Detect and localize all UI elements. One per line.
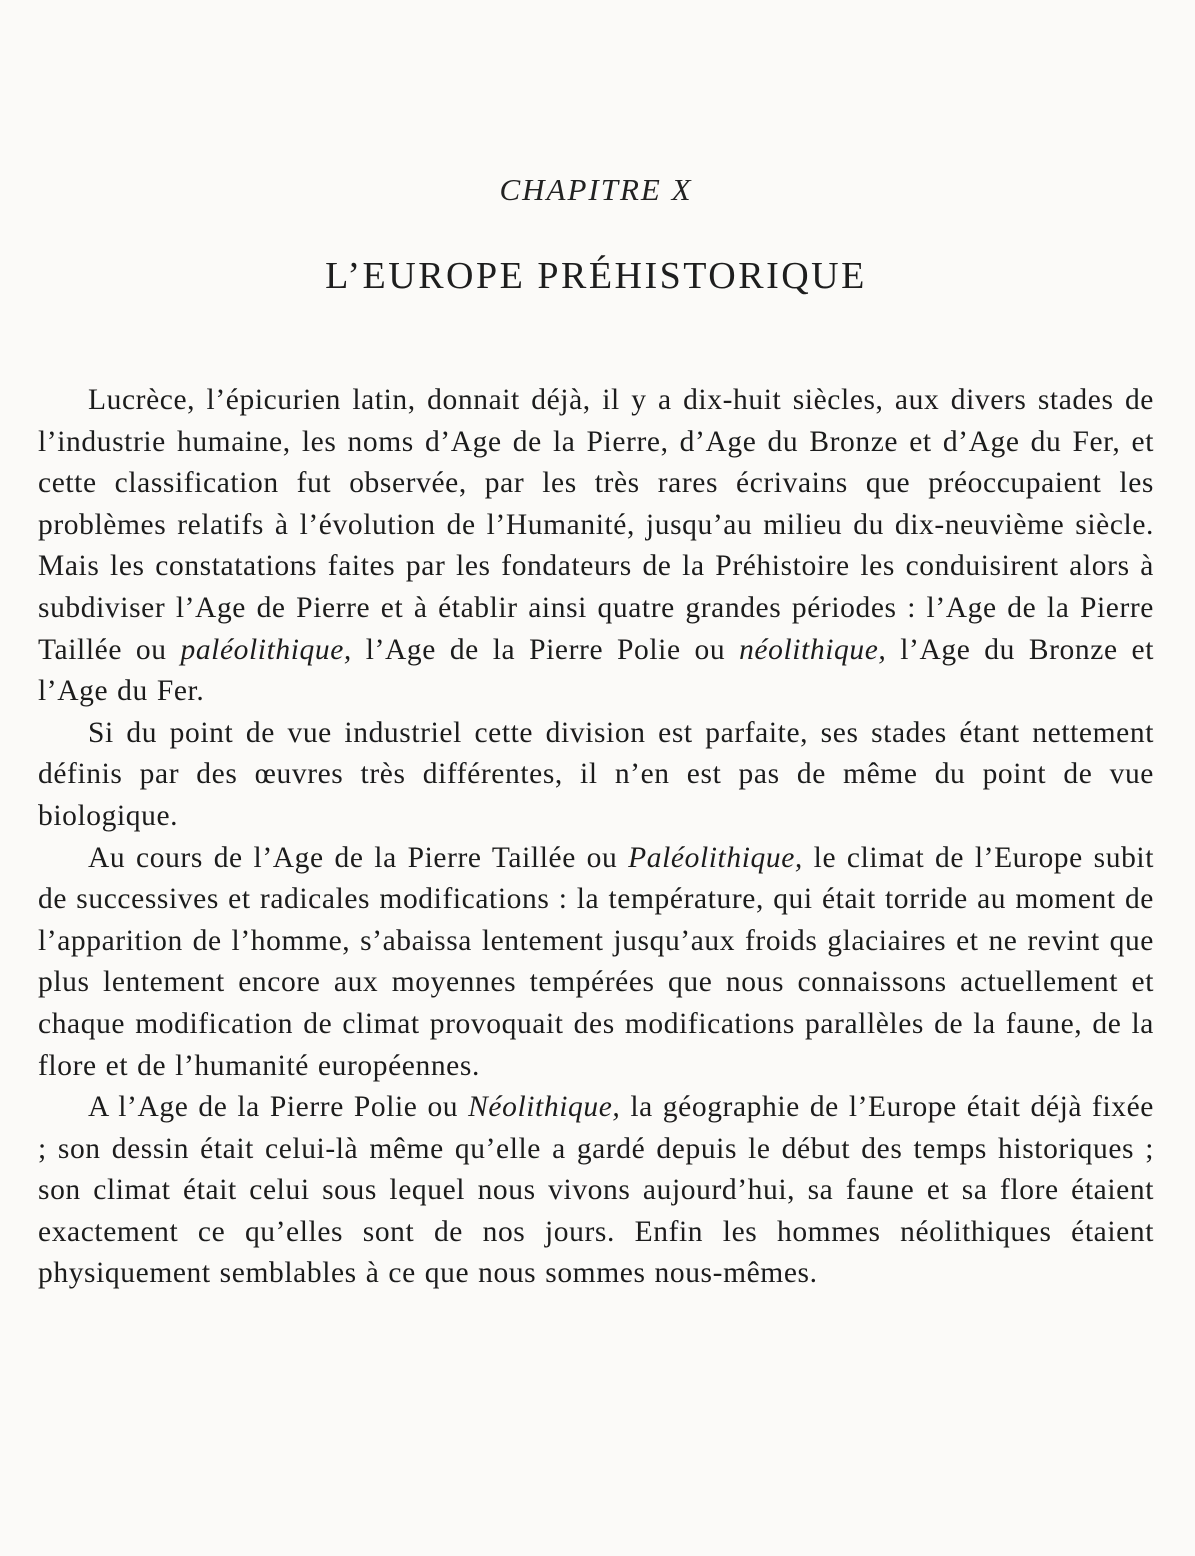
- italic-term: Néolithique,: [468, 1091, 621, 1124]
- paragraph: [38, 1087, 1154, 1295]
- text-segment: Lucrèce, l’épicurien latin, donnait déjà, il y a dix-huit siècles, aux divers stades de l’industrie humaine, les noms d’Age de la Pierre, d’Age du Bronze et d’Age du Fer, et cette classification fut observée, par les très rares écrivains que préoccupaient les problèmes relatifs à l’évolution de l’Humanité, jusqu’au milieu du dix-neuvième siècle. Mais les constatations faites par les fondateurs de la Préhistoire les conduisirent alors à subdiviser l’Age de Pierre et à établir ainsi quatre grandes périodes : l’Age de la Pierre Taillée ou: [38, 384, 1154, 666]
- italic-term: Paléolithique,: [628, 841, 803, 874]
- text-segment: la géographie de l’Europe était déjà fixée ; son dessin était celui-là même qu’elle a gardé depuis le début des temps historiques ; son climat était celui sous lequel nous vivons aujourd’hui, sa faune et sa flore étaient exactement ce qu’elles sont de nos jours. Enfin les hommes néolithiques étaient physiquement semblables à ce que nous sommes nous-mêmes.: [38, 1091, 1155, 1290]
- italic-term: néolithique,: [739, 633, 887, 666]
- text-segment: A l’Age de la Pierre Polie ou: [88, 1091, 469, 1124]
- chapter-title: L’EUROPE PRÉHISTORIQUE: [325, 255, 867, 297]
- text-segment: l’Age du Bronze et l’Age du Fer.: [38, 633, 1154, 708]
- text-segment: Au cours de l’Age de la Pierre Taillée ou: [88, 841, 629, 874]
- body-text: [38, 380, 1154, 1295]
- text-segment: l’Age de la Pierre Polie ou: [351, 633, 740, 666]
- paragraph: [38, 713, 1154, 838]
- text-segment: le climat de l’Europe subit de successives et radicales modifications : la température, qui était torride au moment de l’apparition de l’homme, s’abaissa lentement jusqu’aux froids glaciaires et ne revint que plus lentement encore aux moyennes tempérées que nous connaissons actuellement et chaque modification de climat provoquait des modifications parallèles de la faune, de la flore et de l’humanité européennes.: [38, 841, 1155, 1082]
- text-segment: Si du point de vue industriel cette division est parfaite, ses stades étant nettement définis par des œuvres très différentes, il n’en est pas de même du point de vue biologique.: [38, 716, 1154, 832]
- paragraph: [38, 838, 1154, 1088]
- italic-term: paléolithique,: [180, 633, 352, 666]
- paragraph: [38, 380, 1154, 713]
- document-page: [38, 0, 1154, 1556]
- chapter-label: CHAPITRE X: [499, 172, 693, 207]
